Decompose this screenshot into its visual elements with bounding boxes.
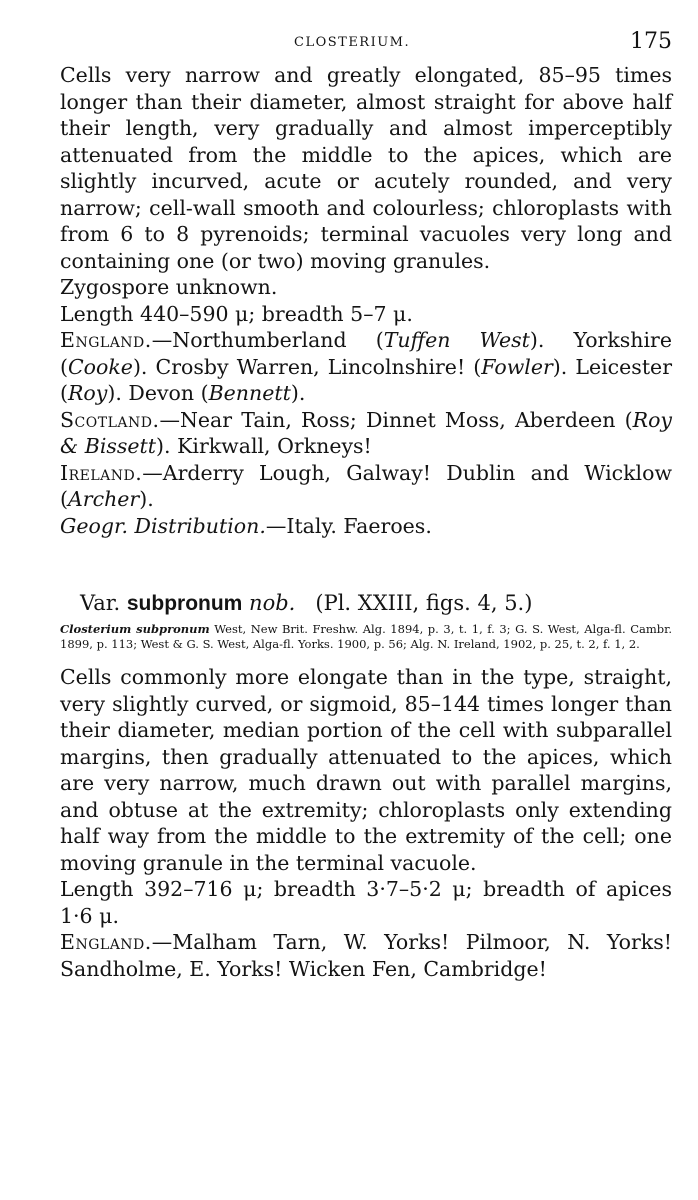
variety-england-text: —Malham Tarn, W. Yorks! Pilmoor, N. Yorks! Sandholme, E. Yorks! Wicken Fen, Cambridge! (60, 930, 672, 981)
scotland-text: —Near Tain, Ross; Dinnet Moss, Aberdeen ( (159, 407, 633, 432)
zygospore-note: Zygospore unknown. (60, 275, 278, 299)
england-text: ). Crosby Warren, Lincolnshire! ( (132, 354, 482, 379)
page-number: 175 (630, 29, 672, 54)
synonym-name: Closterium subpronum (60, 622, 210, 636)
variety-measurements: Length 392–716 μ; breadth 3·7–5·2 μ; breadth of apices 1·6 μ. (60, 877, 672, 928)
plate-reference: (Pl. XXIII, figs. 4, 5.) (315, 591, 533, 615)
scotland-text: ). Kirkwall, Orkneys! (156, 434, 372, 458)
variety-name: subpronum (126, 592, 243, 615)
scotland-label: Scotland. (60, 407, 160, 432)
ireland-text: —Arderry Lough, Galway! Dublin and Wicklow ( (60, 460, 672, 511)
distribution-text: —Italy. Faeroes. (265, 513, 432, 538)
species-measurements: Length 440–590 μ; breadth 5–7 μ. (60, 301, 413, 326)
species-description: Cells very narrow and greatly elongated, 85–95 times longer than their diameter, almost straight for above half their length, very gradually and almost imperceptibly attenuated from the middle to the apices, which are slightly incurved, acute or acutely rounded, and very narrow; cell-wall smooth and colourless; chloroplasts with from 6 to 8 pyrenoids; terminal vacuoles very long and containing one (or two) moving granules. (60, 63, 672, 273)
synonymy-references (60, 622, 672, 652)
scotland-localities (60, 407, 672, 460)
ireland-label: Ireland. (60, 460, 143, 485)
running-title: CLOSTERIUM. (294, 35, 411, 50)
variety-prefix: Var. (80, 591, 121, 615)
running-head (60, 22, 672, 62)
variety-authority: nob. (249, 591, 296, 615)
geographic-distribution (60, 513, 672, 540)
england-localities (60, 327, 672, 407)
variety-description: Cells commonly more elongate than in the type, straight, very slightly curved, or sigmoid, 85–144 times longer than their diameter, median portion of the cell with subparallel margins, then gradually attenuated to the apices, which are very narrow, much drawn out with parallel margins, and obtuse at the extremity; chloroplasts only extending half way from the middle to the extremity of the cell; one moving granule in the terminal vacuole. (60, 665, 672, 875)
collector-name: Bennett (208, 381, 291, 405)
distribution-label: Geogr. Distribution. (60, 513, 266, 538)
collector-name: Archer (68, 487, 140, 511)
collector-name: Tuffen West (383, 328, 530, 352)
variety-heading (80, 591, 672, 616)
england-text: ). Yorkshire ( (60, 328, 672, 379)
reference-list: West, New Brit. Freshw. Alg. 1894, p. 3, t. 1, f. 3; G. S. West, Alga-fl. Cambr. 1899, p. 113; West & G. S. West, Alga-fl. Yorks. 1900, p. 56; Alg. N. Ireland, 1902, p. 25, t. 2, f. 1, 2. (60, 622, 673, 651)
ireland-localities (60, 460, 672, 513)
collector-name: Roy & Bissett (60, 407, 672, 458)
ireland-text: ). (139, 487, 154, 511)
england-text: —Northumberland ( (151, 328, 384, 352)
variety-england-localities (60, 929, 672, 982)
collector-name: Roy (68, 381, 108, 405)
collector-name: Fowler (481, 354, 553, 379)
england-text: ). (290, 381, 306, 405)
collector-name: Cooke (68, 354, 133, 379)
england-text: ). Devon ( (107, 381, 209, 405)
england-label: England. (60, 328, 152, 352)
england-text: ). Leicester ( (60, 354, 672, 405)
variety-england-label: England. (60, 930, 152, 954)
